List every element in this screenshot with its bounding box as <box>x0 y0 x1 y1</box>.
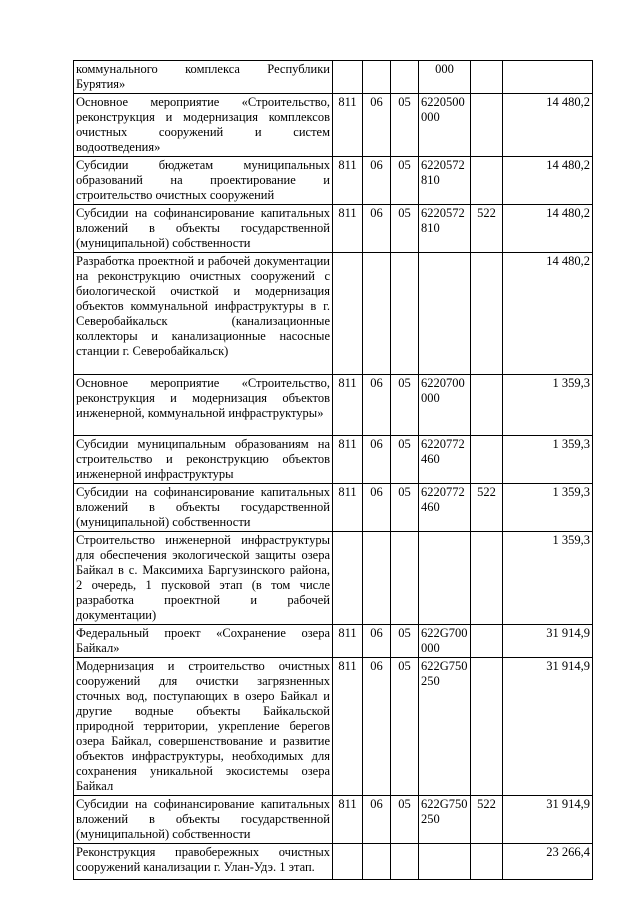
row-name: Субсидии на софинансирование капитальных вложений в объекты государственной (муниципальной) собственности <box>74 796 333 844</box>
row-rz: 06 <box>363 436 391 484</box>
row-vr <box>471 94 503 157</box>
row-sum: 14 480,2 <box>503 94 593 157</box>
row-vr <box>471 157 503 205</box>
row-grbs: 811 <box>333 484 363 532</box>
row-csr: 622G700 000 <box>419 625 471 658</box>
row-csr: 622G750 250 <box>419 796 471 844</box>
row-sum: 31 914,9 <box>503 658 593 796</box>
row-name: Модернизация и строительство очистных сооружений для очистки загрязненных сточных вод, поступающих в озеро Байкал и другие водные объекты Байкальской природной территории, укрепление берегов озера Байкал, совершенствование и развитие объектов инфраструктуры, необходимых для сохранения уникальной экосистемы озера Байкал <box>74 658 333 796</box>
row-name: Реконструкция правобережных очистных сооружений канализации г. Улан-Удэ. 1 этап. <box>74 844 333 880</box>
row-vr <box>471 253 503 375</box>
table-row <box>74 375 593 436</box>
row-rz: 06 <box>363 375 391 436</box>
row-sum: 1 359,3 <box>503 436 593 484</box>
row-pr: 05 <box>391 94 419 157</box>
table-row <box>74 796 593 844</box>
row-csr <box>419 844 471 880</box>
row-rz: 06 <box>363 796 391 844</box>
table-row <box>74 157 593 205</box>
row-pr: 05 <box>391 625 419 658</box>
row-grbs: 811 <box>333 796 363 844</box>
row-sum: 31 914,9 <box>503 625 593 658</box>
row-csr: 000 <box>419 61 471 94</box>
row-rz: 06 <box>363 157 391 205</box>
row-pr: 05 <box>391 375 419 436</box>
table-row <box>74 94 593 157</box>
row-rz <box>363 532 391 625</box>
row-vr <box>471 625 503 658</box>
table-row <box>74 844 593 880</box>
row-sum: 1 359,3 <box>503 484 593 532</box>
row-pr: 05 <box>391 157 419 205</box>
row-grbs <box>333 532 363 625</box>
row-pr <box>391 253 419 375</box>
row-sum: 14 480,2 <box>503 157 593 205</box>
row-vr: 522 <box>471 796 503 844</box>
row-vr: 522 <box>471 205 503 253</box>
row-name: Субсидии бюджетам муниципальных образований на проектирование и строительство очистных сооружений <box>74 157 333 205</box>
row-name: Федеральный проект «Сохранение озера Байкал» <box>74 625 333 658</box>
row-grbs: 811 <box>333 625 363 658</box>
row-vr <box>471 375 503 436</box>
row-rz <box>363 61 391 94</box>
row-name: коммунального комплекса Республики Бурятия» <box>74 61 333 94</box>
row-grbs: 811 <box>333 375 363 436</box>
row-pr: 05 <box>391 436 419 484</box>
row-name: Субсидии на софинансирование капитальных вложений в объекты государственной (муниципальной) собственности <box>74 484 333 532</box>
row-pr: 05 <box>391 658 419 796</box>
row-pr: 05 <box>391 796 419 844</box>
row-sum: 1 359,3 <box>503 532 593 625</box>
row-grbs: 811 <box>333 658 363 796</box>
row-name: Основное мероприятие «Строительство, реконструкция и модернизация объектов инженерной, коммунальной инфраструктуры» <box>74 375 333 436</box>
budget-table <box>73 60 593 880</box>
row-sum <box>503 61 593 94</box>
row-name: Субсидии на софинансирование капитальных вложений в объекты государственной (муниципальной) собственности <box>74 205 333 253</box>
row-grbs <box>333 844 363 880</box>
row-rz: 06 <box>363 658 391 796</box>
row-csr: 622G750 250 <box>419 658 471 796</box>
row-rz: 06 <box>363 484 391 532</box>
table-row <box>74 625 593 658</box>
row-csr: 6220772 460 <box>419 484 471 532</box>
row-vr <box>471 532 503 625</box>
table-row <box>74 61 593 94</box>
table-row <box>74 436 593 484</box>
row-rz <box>363 844 391 880</box>
row-sum: 23 266,4 <box>503 844 593 880</box>
row-name: Разработка проектной и рабочей документации на реконструкцию очистных сооружений с биологической очисткой и модернизация объектов коммунальной инфраструктуры в г. Северобайкальск (канализационные коллекторы и канализационные насосные станции г. Северобайкальск) <box>74 253 333 375</box>
row-pr <box>391 61 419 94</box>
row-pr: 05 <box>391 484 419 532</box>
table-row <box>74 532 593 625</box>
row-grbs: 811 <box>333 157 363 205</box>
row-vr <box>471 436 503 484</box>
row-grbs <box>333 253 363 375</box>
row-csr: 6220500 000 <box>419 94 471 157</box>
row-rz: 06 <box>363 205 391 253</box>
row-csr <box>419 253 471 375</box>
row-csr <box>419 532 471 625</box>
row-sum: 14 480,2 <box>503 253 593 375</box>
row-grbs: 811 <box>333 205 363 253</box>
row-pr: 05 <box>391 205 419 253</box>
row-sum: 14 480,2 <box>503 205 593 253</box>
row-sum: 31 914,9 <box>503 796 593 844</box>
row-csr: 6220700 000 <box>419 375 471 436</box>
row-name: Субсидии муниципальным образованиям на строительство и реконструкцию объектов инженерной инфраструктуры <box>74 436 333 484</box>
row-pr <box>391 532 419 625</box>
row-sum: 1 359,3 <box>503 375 593 436</box>
row-grbs: 811 <box>333 94 363 157</box>
row-rz: 06 <box>363 94 391 157</box>
row-name: Строительство инженерной инфраструктуры для обеспечения экологической защиты озера Байкал в с. Максимиха Баргузинского района, 2 очередь, 1 пусковой этап (в том числе разработка проектной и рабочей документации) <box>74 532 333 625</box>
row-name: Основное мероприятие «Строительство, реконструкция и модернизация комплексов очистных сооружений и систем водоотведения» <box>74 94 333 157</box>
table-row <box>74 484 593 532</box>
table-row <box>74 253 593 375</box>
row-csr: 6220572 810 <box>419 205 471 253</box>
row-rz: 06 <box>363 625 391 658</box>
row-grbs <box>333 61 363 94</box>
row-rz <box>363 253 391 375</box>
row-vr <box>471 658 503 796</box>
row-vr <box>471 61 503 94</box>
table-row <box>74 205 593 253</box>
row-pr <box>391 844 419 880</box>
row-vr <box>471 844 503 880</box>
row-csr: 6220772 460 <box>419 436 471 484</box>
row-csr: 6220572 810 <box>419 157 471 205</box>
row-grbs: 811 <box>333 436 363 484</box>
row-vr: 522 <box>471 484 503 532</box>
table-row <box>74 658 593 796</box>
